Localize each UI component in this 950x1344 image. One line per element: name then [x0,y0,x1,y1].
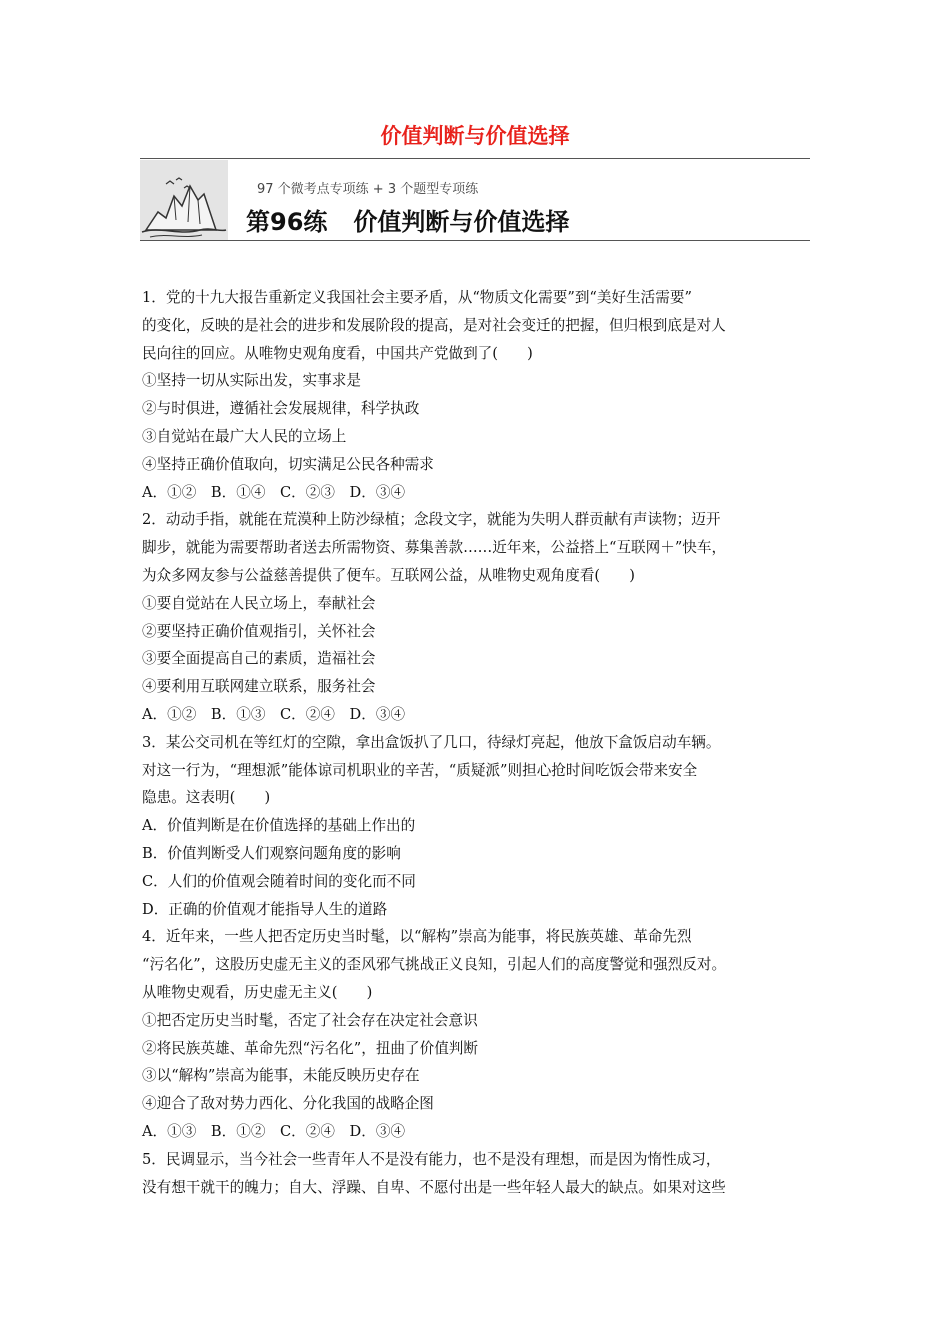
text-line: ③要全面提高自己的素质，造福社会 [142,650,376,668]
answer-options: A．①③ B．①② C．②④ D．③④ [142,1122,406,1140]
lesson-banner [140,158,810,242]
answer-option: B．价值判断受人们观察问题角度的影响 [142,844,401,862]
text-line: ①把否定历史当时髦，否定了社会存在决定社会意识 [142,1011,478,1029]
text-line: 没有想干就干的魄力；自大、浮躁、自卑、不愿付出是一些年轻人最大的缺点。如果对这些 [142,1178,726,1196]
text-line: ④坚持正确价值取向，切实满足公民各种需求 [142,455,434,473]
text-line: 的变化，反映的是社会的进步和发展阶段的提高，是对社会变迁的把握，但归根到底是对人 [142,316,726,334]
series-subtitle: 97 个微考点专项练 + 3 个题型专项练 [257,182,479,197]
text-line: 4．近年来，一些人把否定历史当时髦，以“解构”崇高为能事，将民族英雄、革命先烈 [142,928,692,946]
text-line: 隐患。这表明( ) [142,789,271,807]
lesson-heading [246,202,569,237]
text-line: 3．某公交司机在等红灯的空隙，拿出盒饭扒了几口，待绿灯亮起，他放下盒饭启动车辆。 [142,733,721,751]
text-line: ②要坚持正确价值观指引，关怀社会 [142,622,376,640]
mountain-logo-icon [140,160,228,240]
text-line: 脚步，就能为需要帮助者送去所需物资、募集善款……近年来，公益搭上“互联网＋”快车， [142,539,727,557]
text-line: 为众多网友参与公益慈善提供了便车。互联网公益，从唯物史观角度看( ) [142,566,635,584]
page-title: 价值判断与价值选择 [380,124,570,148]
text-line: ④要利用互联网建立联系，服务社会 [142,678,376,696]
banner-bottom-rule [140,240,810,241]
banner-top-rule [140,158,810,159]
text-line: 从唯物史观看，历史虚无主义( ) [142,983,373,1001]
answer-options: A．①② B．①④ C．②③ D．③④ [142,483,406,501]
text-line: 2．动动手指，就能在荒漠种上防沙绿植；念段文字，就能为失明人群贡献有声读物；迈开 [142,511,721,529]
text-line: “污名化”，这股历史虚无主义的歪风邪气挑战正义良知，引起人们的高度警觉和强烈反对。 [142,956,727,974]
lesson-number: 第96练 [246,208,328,236]
text-line: ②将民族英雄、革命先烈“污名化”，扭曲了价值判断 [142,1039,478,1057]
answer-options: A．①② B．①③ C．②④ D．③④ [142,705,406,723]
text-line: 对这一行为，“理想派”能体谅司机职业的辛苦，“质疑派”则担心抢时间吃饭会带来安全 [142,761,698,779]
text-line: 5．民调显示，当今社会一些青年人不是没有能力，也不是没有理想，而是因为惰性成习， [142,1150,721,1168]
lesson-name: 价值判断与价值选择 [353,208,570,236]
text-line: ①要自觉站在人民立场上，奉献社会 [142,594,376,612]
text-line: ①坚持一切从实际出发，实事求是 [142,372,361,390]
text-line: ③自觉站在最广大人民的立场上 [142,427,347,445]
text-line: 1．党的十九大报告重新定义我国社会主要矛盾，从“物质文化需要”到“美好生活需要” [142,289,692,306]
text-line: ②与时俱进，遵循社会发展规律，科学执政 [142,400,420,418]
text-line: 民向往的回应。从唯物史观角度看，中国共产党做到了( ) [142,344,533,362]
question-body [142,284,822,1201]
answer-option: D．正确的价值观才能指导人生的道路 [142,900,388,918]
text-line: ③以“解构”崇高为能事，未能反映历史存在 [142,1067,420,1085]
answer-option: C．人们的价值观会随着时间的变化而不同 [142,872,416,890]
text-line: ④迎合了敌对势力西化、分化我国的战略企图 [142,1095,434,1113]
answer-option: A．价值判断是在价值选择的基础上作出的 [142,817,416,835]
